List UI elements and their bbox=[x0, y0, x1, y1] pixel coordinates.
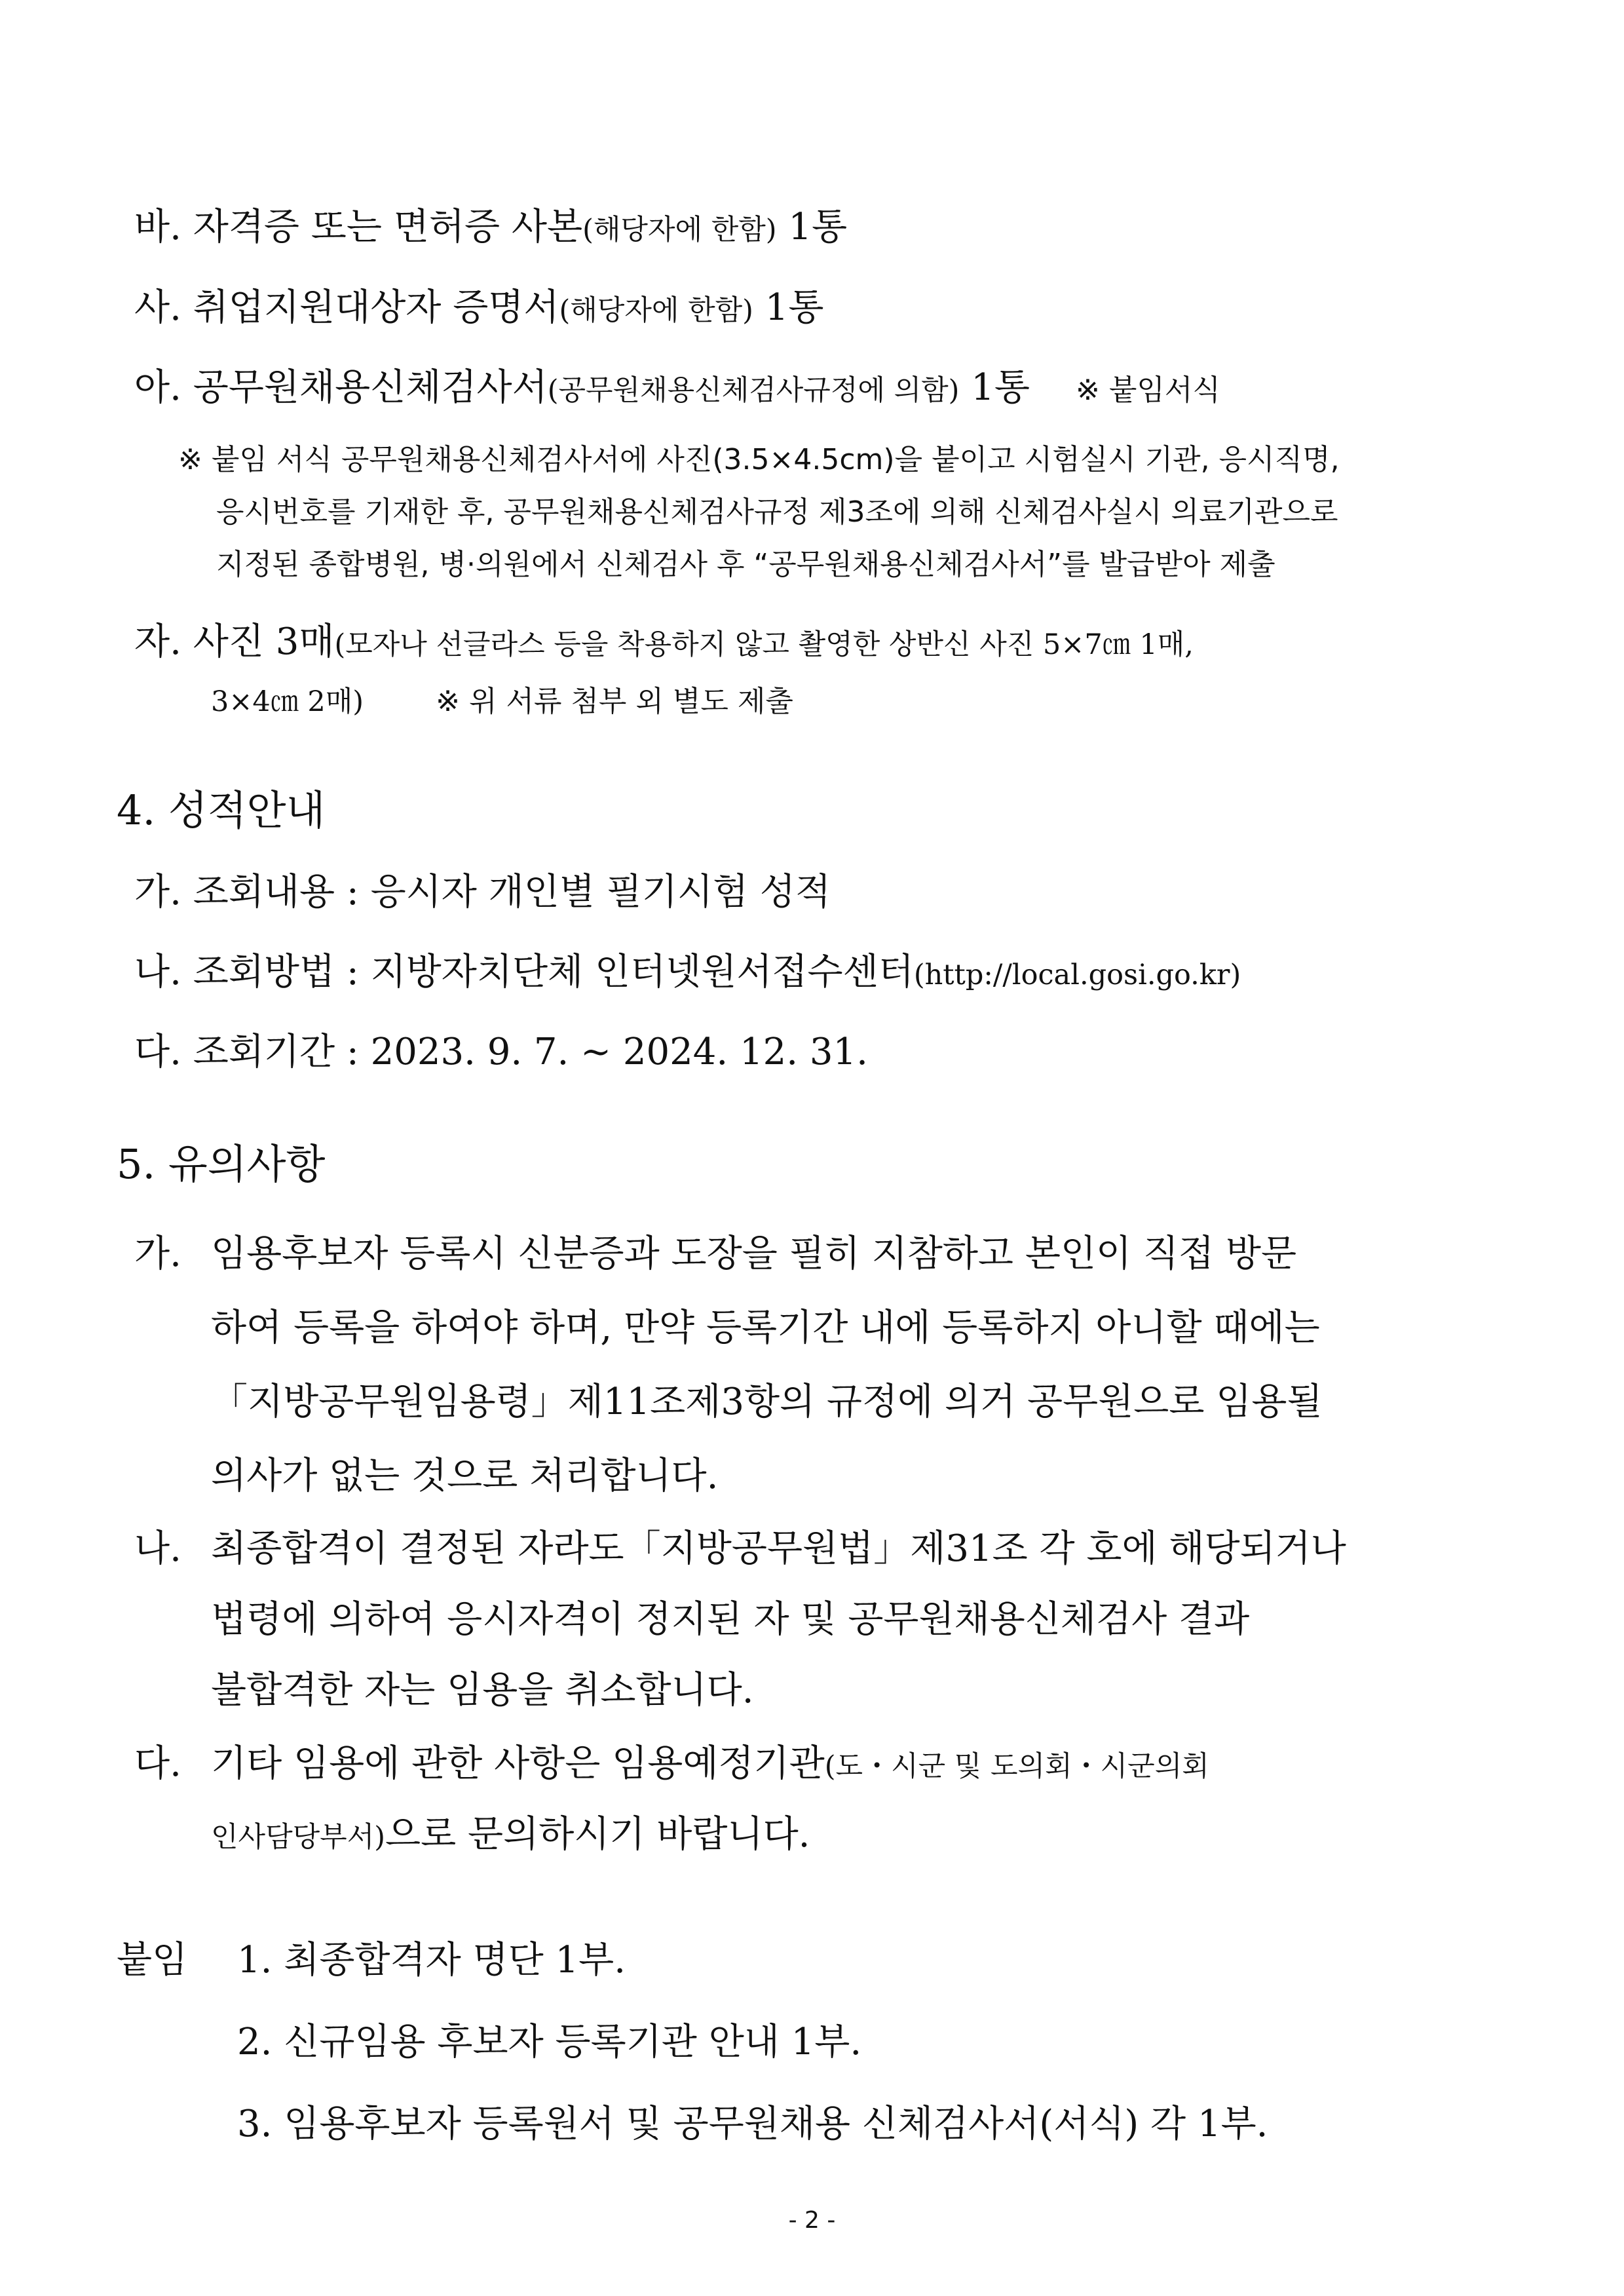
notice-line: 응시번호를 기재한 후, 공무원채용신체검사규정 제3조에 의해 신체검사실시 의료기관으로 bbox=[216, 495, 1338, 529]
paragraph-line: 의사가 없는 것으로 처리합니다. bbox=[211, 1455, 719, 1497]
paragraph-line: 「지방공무원임용령」제11조제3항의 규정에 의거 공무원으로 임용될 bbox=[211, 1381, 1323, 1423]
section-title: 4. 성적안내 bbox=[117, 786, 326, 834]
item-label: 자. bbox=[134, 621, 181, 663]
item-main: 공무원채용신체검사서 bbox=[193, 366, 548, 409]
list-item bbox=[134, 1031, 868, 1073]
item-label: 나. bbox=[134, 951, 181, 993]
attachment-item: 3. 임용후보자 등록원서 및 공무원채용 신체검사서(서식) 각 1부. bbox=[237, 2103, 1268, 2145]
item-ref: ※ 붙임서식 bbox=[1076, 373, 1220, 407]
paragraph-line: 최종합격이 결정된 자라도「지방공무원법」제31조 각 호에 해당되거나 bbox=[211, 1527, 1346, 1570]
paragraph-line: 불합격한 자는 임용을 취소합니다. bbox=[211, 1669, 754, 1712]
attachment-label: 붙임 bbox=[117, 1939, 188, 1981]
item-label: 가. bbox=[134, 871, 181, 913]
item-note: (모자나 선글라스 등을 착용하지 않고 촬영한 상반신 사진 5×7㎝ 1매, bbox=[334, 628, 1194, 661]
paragraph-line bbox=[211, 1743, 1209, 1788]
list-item bbox=[134, 871, 831, 913]
page-number: - 2 - bbox=[788, 2207, 836, 2234]
attachment-item: 1. 최종합격자 명단 1부. bbox=[237, 1939, 626, 1981]
item-main: 사진 3매 bbox=[193, 621, 335, 663]
item-main: 자격증 또는 면허증 사본 bbox=[193, 206, 583, 248]
item-text: 조회방법 : 지방자치단체 인터넷원서접수센터 bbox=[193, 951, 914, 993]
attachment-item: 2. 신규임용 후보자 등록기관 안내 1부. bbox=[237, 2021, 862, 2063]
item-a bbox=[134, 367, 1220, 411]
item-label: 다. bbox=[134, 1031, 181, 1073]
section-title: 5. 유의사항 bbox=[117, 1140, 326, 1188]
notice-line: 지정된 종합병원, 병·의원에서 신체검사 후 “공무원채용신체검사서”를 발급받아 제출 bbox=[216, 548, 1275, 581]
item-label: 아. bbox=[134, 366, 181, 409]
item-text: 조회내용 : 응시자 개인별 필기시험 성적 bbox=[193, 871, 831, 913]
item-note: 3×4㎝ 2매) bbox=[211, 685, 364, 718]
item-ref: ※ 위 서류 첨부 외 별도 제출 bbox=[436, 685, 793, 718]
item-label: 바. bbox=[134, 206, 181, 248]
paragraph-line: 법령에 의하여 응시자격이 정지된 자 및 공무원채용신체검사 결과 bbox=[211, 1598, 1250, 1641]
notice-line: ※ 붙임 서식 공무원채용신체검사서에 사진(3.5×4.5cm)을 붙이고 시험실시 기관, 응시직명, bbox=[178, 443, 1340, 476]
item-ja bbox=[134, 621, 1194, 666]
text-main: 기타 임용에 관한 사항은 임용예정기관 bbox=[211, 1742, 825, 1785]
item-note: (해당자에 한함) bbox=[582, 214, 777, 246]
item-label: 나. bbox=[134, 1527, 181, 1570]
item-note: (공무원채용신체검사규정에 의함) bbox=[547, 374, 960, 407]
item-ba bbox=[134, 206, 847, 251]
item-label: 다. bbox=[134, 1742, 181, 1785]
item-note: (해당자에 한함) bbox=[559, 294, 753, 327]
item-url: (http://local.gosi.go.kr) bbox=[913, 959, 1241, 991]
item-main: 취업지원대상자 증명서 bbox=[193, 286, 559, 329]
item-sa bbox=[134, 287, 823, 332]
item-ja-cont bbox=[211, 678, 793, 723]
item-label: 가. bbox=[134, 1233, 181, 1275]
paragraph-line: 하여 등록을 하여야 하며, 만약 등록기간 내에 등록하지 아니할 때에는 bbox=[211, 1307, 1320, 1349]
item-text: 조회기간 : 2023. 9. 7. ~ 2024. 12. 31. bbox=[193, 1031, 868, 1073]
text-note: 인사담당부서) bbox=[211, 1821, 386, 1854]
text-note: (도・시군 및 도의회・시군의회 bbox=[824, 1750, 1209, 1783]
paragraph-line bbox=[211, 1814, 810, 1858]
text-main: 으로 문의하시기 바랍니다. bbox=[385, 1813, 810, 1856]
item-count: 1통 bbox=[971, 366, 1030, 409]
list-item bbox=[134, 951, 1241, 996]
paragraph-line: 임용후보자 등록시 신분증과 도장을 필히 지참하고 본인이 직접 방문 bbox=[211, 1233, 1297, 1275]
item-count: 1통 bbox=[765, 286, 824, 329]
item-count: 1통 bbox=[788, 206, 848, 248]
item-label: 사. bbox=[134, 286, 181, 329]
